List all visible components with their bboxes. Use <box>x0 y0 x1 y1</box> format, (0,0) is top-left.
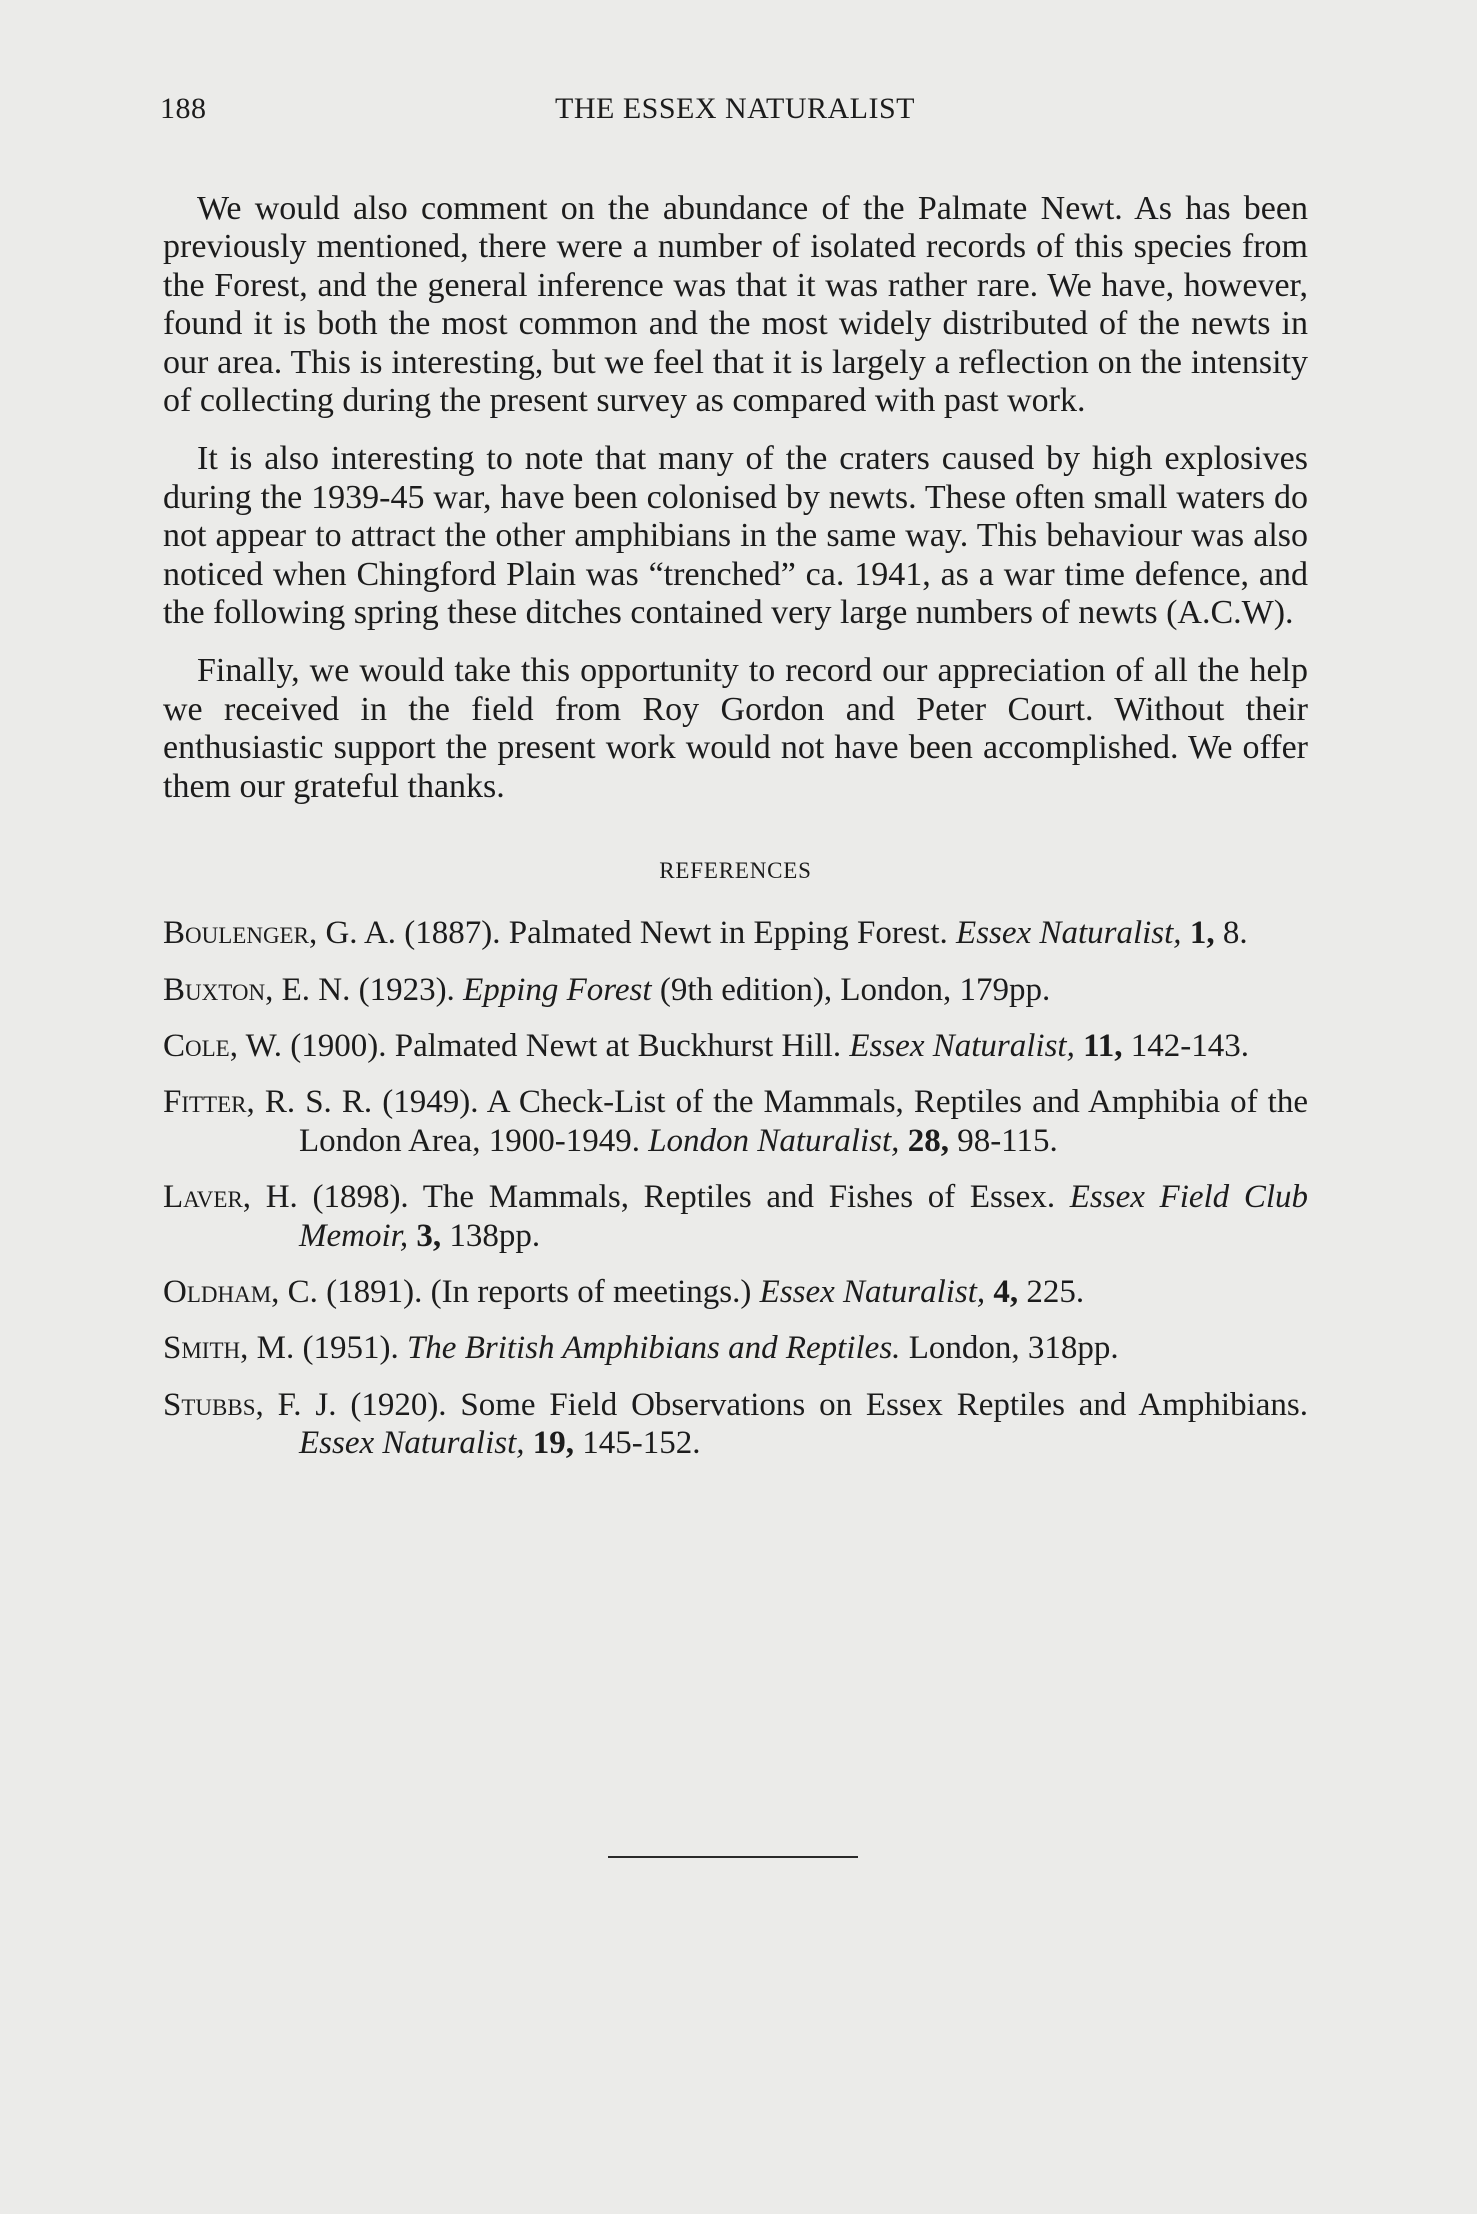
reference-volume: 3, <box>416 1217 442 1254</box>
references-list <box>163 914 1308 1462</box>
reference-year: (1900). <box>290 1027 387 1064</box>
article-body <box>163 190 1308 1481</box>
reference-year: (1949). <box>382 1084 479 1121</box>
reference-author: Buxton, E. N. <box>163 971 351 1008</box>
reference-entry <box>163 971 1308 1009</box>
reference-entry <box>163 1273 1308 1311</box>
reference-entry <box>163 1329 1308 1367</box>
reference-volume: 11, <box>1083 1027 1123 1064</box>
reference-pages: 145-152. <box>582 1425 701 1462</box>
reference-pages: 142-143. <box>1130 1027 1250 1064</box>
reference-entry <box>163 1386 1308 1463</box>
reference-source: Essex Field Club Memoir, <box>299 1179 1309 1254</box>
reference-title: Some Field Observations on Essex Reptiles and Amphibians. <box>460 1386 1308 1423</box>
reference-entry <box>163 914 1308 952</box>
reference-volume: 1, <box>1189 915 1215 952</box>
reference-entry <box>163 1083 1308 1160</box>
paragraph-palmate-newt: We would also comment on the abundance of the Palmate Newt. As has been previously mentioned, there were a number of isolated records of this species from the Forest, and the general inference was that it was rather rare. We have, however, found it is both the most common and the most widely distributed of the newts in our area. This is interesting, but we feel that it is largely a reflection on the intensity of collecting during the present survey as compared with past work. <box>163 190 1308 420</box>
reference-title: (In reports of meetings.) <box>430 1273 752 1310</box>
reference-title: A Check-List of the Mammals, Reptiles and Amphibia of the London Area, 1900-1949. <box>299 1084 1308 1159</box>
reference-year: (1920). <box>350 1386 447 1423</box>
reference-edition: London, 318pp. <box>908 1330 1119 1367</box>
reference-year: (1951). <box>302 1330 399 1367</box>
reference-year: (1891). <box>326 1273 423 1310</box>
reference-volume: 4, <box>993 1273 1019 1310</box>
reference-source: Essex Naturalist, <box>849 1027 1075 1064</box>
reference-author: Smith, M. <box>163 1330 295 1367</box>
reference-title: Epping Forest <box>463 971 652 1008</box>
reference-volume: 28, <box>907 1122 949 1159</box>
reference-pages: 8. <box>1222 915 1248 952</box>
reference-author: Fitter, R. S. R. <box>163 1084 373 1121</box>
end-of-article-rule <box>608 1856 858 1858</box>
reference-source: Essex Naturalist, <box>956 915 1182 952</box>
reference-pages: 138pp. <box>449 1217 541 1254</box>
reference-author: Laver, H. <box>163 1179 298 1216</box>
reference-title: Palmated Newt at Buckhurst Hill. <box>394 1027 842 1064</box>
reference-source: Essex Naturalist, <box>299 1425 525 1462</box>
reference-entry <box>163 1178 1308 1255</box>
reference-source: London Naturalist, <box>648 1122 900 1159</box>
reference-year: (1887). <box>404 915 501 952</box>
reference-year: (1923). <box>358 971 455 1008</box>
reference-entry <box>163 1027 1308 1065</box>
reference-author: Stubbs, F. J. <box>163 1386 337 1423</box>
reference-title: The British Amphibians and Reptiles. <box>406 1330 901 1367</box>
reference-year: (1898). <box>312 1179 409 1216</box>
page-number: 188 <box>160 92 207 125</box>
reference-author: Boulenger, G. A. <box>163 915 397 952</box>
paragraph-acknowledgements: Finally, we would take this opportunity to record our appreciation of all the help we received in the field from Roy Gordon and Peter Court. Without their enthusiastic support the present work would not have been accomplished. We offer them our grateful thanks. <box>163 652 1308 805</box>
reference-pages: 98-115. <box>957 1122 1058 1159</box>
journal-title: THE ESSEX NATURALIST <box>555 92 915 125</box>
reference-title: Palmated Newt in Epping Forest. <box>508 915 948 952</box>
reference-author: Oldham, C. <box>163 1273 318 1310</box>
reference-source: Essex Naturalist, <box>759 1273 986 1310</box>
running-head <box>160 92 1310 136</box>
references-heading: REFERENCES <box>659 858 812 884</box>
reference-title: The Mammals, Reptiles and Fishes of Essex. <box>422 1179 1056 1216</box>
reference-volume: 19, <box>532 1425 575 1462</box>
reference-edition: (9th edition), London, 179pp. <box>659 971 1051 1008</box>
reference-author: Cole, W. <box>163 1027 282 1064</box>
reference-pages: 225. <box>1026 1273 1085 1310</box>
paragraph-craters: It is also interesting to note that many of the craters caused by high explosives during the 1939-45 war, have been colonised by newts. These often small waters do not appear to attract the other amphibians in the same way. This behaviour was also noticed when Chingford Plain was “trenched” ca. 1941, as a war time defence, and the following spring these ditches contained very large numbers of newts (A.C.W). <box>163 440 1308 632</box>
